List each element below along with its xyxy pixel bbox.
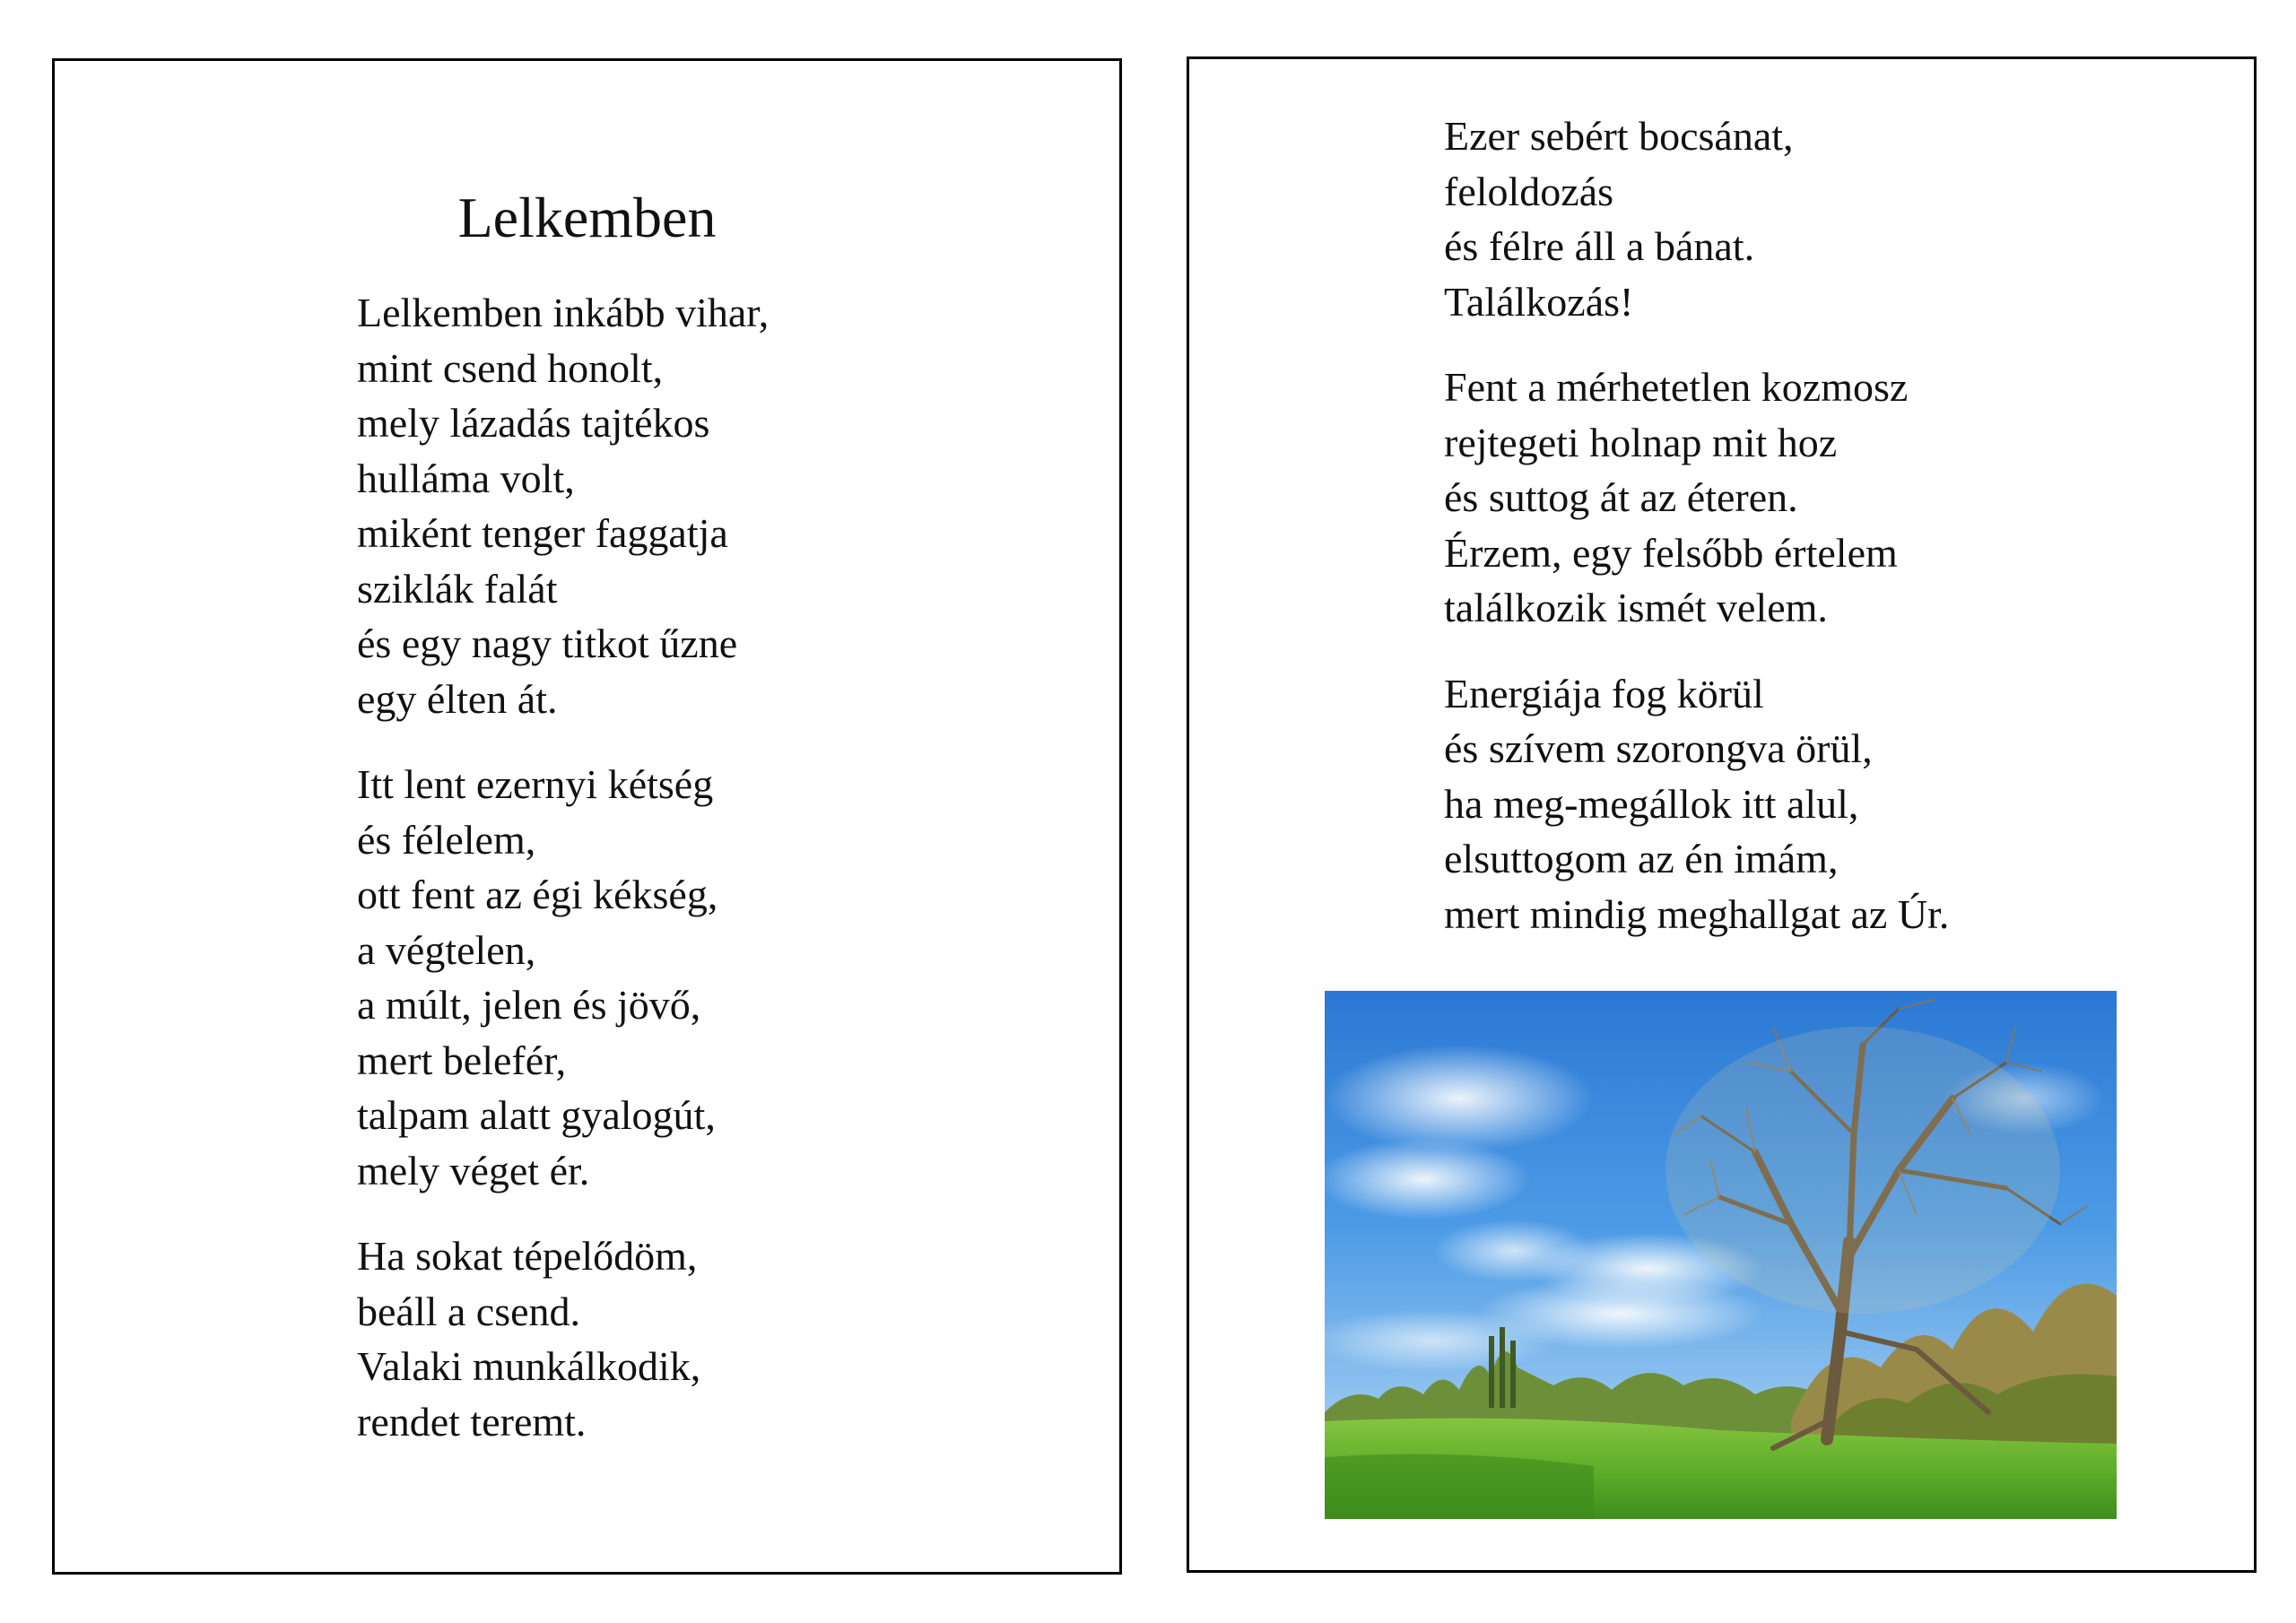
stanza (357, 1228, 769, 1449)
poem-line: mely véget ér. (357, 1147, 590, 1193)
poem-line: és szívem szorongva örül, (1444, 725, 1873, 771)
poem-line: Valaki munkálkodik, (357, 1343, 701, 1389)
poem-line: Ezer sebért bocsánat, (1444, 113, 1794, 159)
stanza (1444, 108, 1949, 329)
poem-line: és egy nagy titkot űzne (357, 621, 738, 666)
poem-line: rendet teremt. (357, 1398, 587, 1445)
poem-line: mert mindig meghallgat az Úr. (1444, 890, 1950, 937)
poem-line: beáll a csend. (357, 1288, 581, 1334)
poem-line: mert belefér, (357, 1037, 567, 1083)
left-poem-body (357, 285, 769, 1480)
poem-line: Érzem, egy felsőbb értelem (1444, 529, 1898, 576)
poem-line: sziklák falát (357, 565, 558, 612)
poem-title: Lelkemben (457, 186, 717, 249)
poem-line: és félelem, (357, 816, 536, 863)
poem-line: Itt lent ezernyi kétség (357, 761, 714, 807)
poem-line: mint csend honolt, (357, 344, 664, 391)
poem-line: ha meg-megállok itt alul, (1444, 780, 1859, 827)
poem-line: elsuttogom az én imám, (1444, 836, 1839, 881)
poem-line: a múlt, jelen és jövő, (357, 982, 701, 1028)
poem-line: Fent a mérhetetlen kozmosz (1444, 364, 1909, 410)
stanza (357, 285, 769, 726)
right-poem-body (1444, 108, 1949, 972)
stanza (357, 757, 769, 1198)
right-page (1187, 56, 2257, 1573)
poem-line: a végtelen, (357, 926, 536, 973)
poem-line: talpam alatt gyalogút, (357, 1092, 716, 1138)
poem-line: feloldozás (1444, 168, 1614, 214)
poem-line: hulláma volt, (357, 455, 575, 501)
poem-line: Találkozás! (1444, 278, 1634, 325)
landscape-tree-photo (1325, 991, 2117, 1519)
poem-line: és félre áll a bánat. (1444, 223, 1755, 269)
poem-line: és suttog át az éteren. (1444, 474, 1798, 520)
poem-line: ott fent az égi kékség, (357, 872, 718, 917)
poem-line: egy élten át. (357, 675, 558, 722)
left-page (52, 58, 1122, 1575)
poem-line: Energiája fog körül (1444, 670, 1764, 716)
stanza (1444, 666, 1949, 942)
poem-line: mely lázadás tajtékos (357, 400, 710, 446)
poem-line: találkozik ismét velem. (1444, 585, 1828, 630)
stanza (1444, 360, 1949, 636)
poem-line: Lelkemben inkább vihar, (357, 290, 770, 335)
poem-line: miként tenger faggatja (357, 510, 728, 556)
poem-line: Ha sokat tépelődöm, (357, 1233, 698, 1279)
poem-line: rejtegeti holnap mit hoz (1444, 419, 1838, 465)
